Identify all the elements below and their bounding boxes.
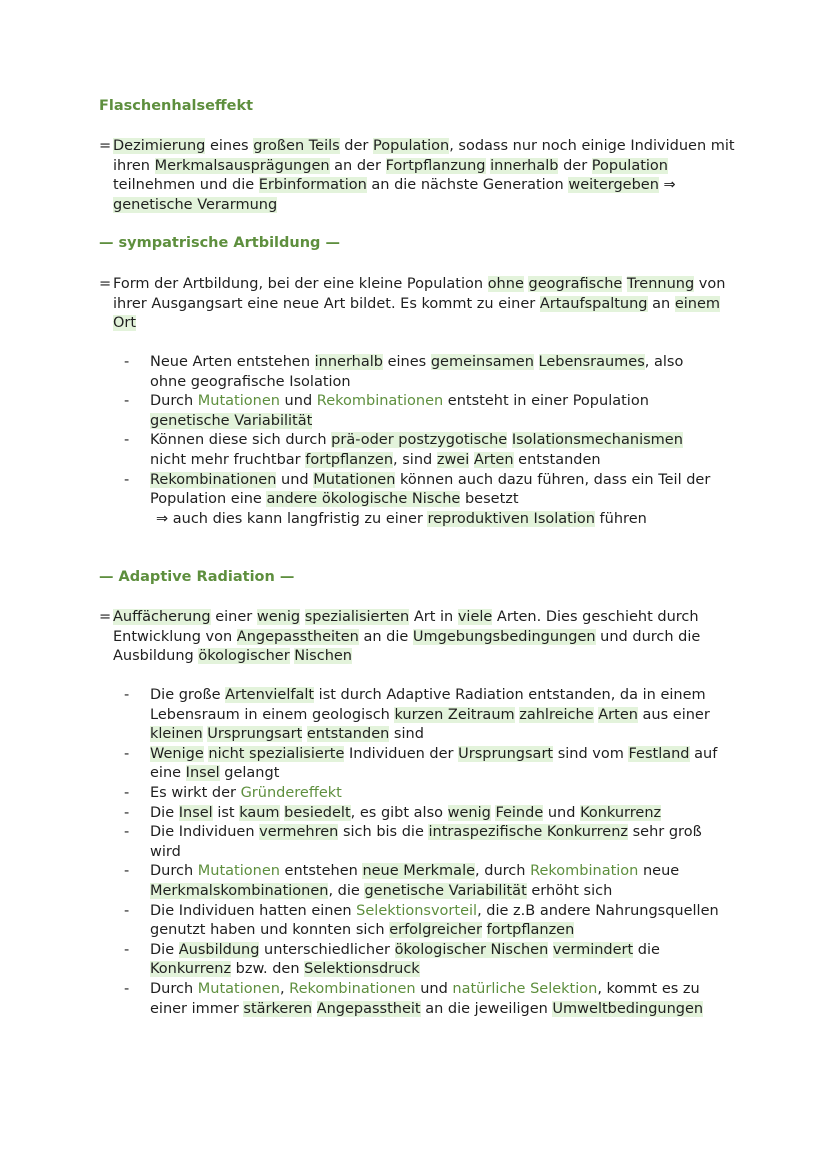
highlighted-term: genetische Variabilität (150, 412, 313, 429)
section-title-flaschenhalseffekt: Flaschenhalseffekt (99, 98, 254, 114)
highlighted-term: Insel (185, 765, 220, 782)
text-run: ist durch Adaptive Radiation entstanden, da in einem Lebensraum in einem geologisch (150, 687, 706, 723)
bullet-dash-icon: - (124, 687, 130, 703)
green-keyword: Mutationen (197, 863, 280, 880)
highlighted-term: innerhalb (314, 354, 383, 370)
text-run: sich bis die (338, 824, 429, 841)
bullet-dash-icon: - (124, 824, 130, 841)
bullet-dash-icon: - (124, 471, 130, 488)
highlighted-term: einem Ort (113, 295, 721, 332)
text-run: sind vom (553, 745, 629, 762)
text-run: ⇒ (658, 177, 676, 194)
highlighted-term: ökologischer Nischen (394, 941, 549, 958)
definition-equals-sign: = (99, 138, 112, 154)
text-run: aus einer (637, 706, 710, 723)
bullet-item (120, 941, 720, 980)
highlighted-term: Nischen (294, 648, 352, 665)
text-run: neue (638, 863, 680, 880)
text-run: , die (328, 882, 365, 899)
definition-text (99, 137, 739, 215)
highlighted-term: besiedelt (284, 804, 351, 821)
bullet-item (120, 686, 720, 745)
definition-text (99, 275, 739, 334)
highlighted-term: nicht spezialisierte (208, 745, 345, 762)
highlighted-term: geografische (528, 276, 623, 292)
highlighted-term: kurzen Zeitraum (394, 706, 515, 723)
text-run: eines (205, 138, 254, 154)
highlighted-term: genetische Variabilität (364, 882, 527, 899)
line-break (150, 510, 720, 530)
text-run: Können diese sich durch (150, 432, 332, 449)
highlighted-term: Ursprungsart (207, 726, 303, 743)
bullet-item (120, 353, 720, 392)
bullet-dash-icon: - (124, 863, 130, 880)
text-run: Art in (409, 609, 458, 625)
highlighted-term: weitergeben (568, 177, 659, 194)
highlighted-term: großen Teils (253, 138, 340, 154)
bullet-text (150, 746, 717, 782)
text-run: sehr groß wird (150, 824, 702, 860)
highlighted-term: Umweltbedingungen (552, 1000, 704, 1017)
text-run: ⇒ auch dies kann langfristig zu einer (156, 510, 428, 527)
text-run: entstehen (279, 863, 363, 880)
text-run: und durch die Ausbildung (113, 628, 701, 665)
bullet-text (150, 981, 703, 1017)
text-run: Die Individuen (150, 824, 260, 841)
bullet-item (120, 392, 720, 431)
text-run (300, 609, 305, 625)
highlighted-term: zahlreiche (519, 706, 594, 723)
bullet-dash-icon: - (124, 393, 130, 410)
text-run: der (558, 157, 592, 174)
definition-adaptive-radiation (99, 608, 739, 667)
bullet-item (120, 431, 720, 470)
text-run: gelangt (219, 765, 280, 782)
highlighted-term: Merkmalsausprägungen (154, 157, 330, 174)
highlighted-term: Trennung (626, 276, 695, 292)
bullet-item (120, 784, 720, 804)
text-run: Die große (150, 687, 226, 703)
highlighted-term: stärkeren (243, 1000, 313, 1017)
highlighted-term: vermindert (552, 941, 634, 958)
definition-sympatrische-artbildung (99, 275, 739, 334)
bullet-item (120, 980, 720, 1019)
text-run: der (339, 138, 374, 154)
text-run: , sind (393, 451, 437, 468)
highlighted-term: Ausbildung (178, 941, 260, 958)
text-run: unterschiedlicher (259, 941, 395, 958)
highlighted-term: wenig (447, 804, 491, 821)
bullet-text (150, 942, 660, 978)
highlighted-term: Auffächerung (113, 609, 211, 625)
highlighted-term: Rekombinationen (150, 471, 277, 488)
bullet-text (150, 432, 683, 468)
bullet-item (120, 471, 720, 530)
text-run: Die (150, 804, 179, 821)
bullet-dash-icon: - (124, 745, 130, 762)
text-run: und (279, 393, 317, 410)
highlighted-term: fortpflanzen (486, 922, 575, 939)
highlighted-term: andere ökologische Nische (266, 491, 461, 508)
text-run: Individuen der (344, 745, 459, 762)
text-run: an die nächste Generation (366, 177, 569, 194)
highlighted-term: prä-oder postzygotische (331, 432, 508, 449)
text-run: führen (594, 510, 647, 527)
green-keyword: natürliche Selektion (452, 980, 598, 997)
text-run: und (543, 804, 581, 821)
text-run: erhöht sich (526, 882, 613, 899)
bullet-text (150, 903, 719, 939)
text-run: an (647, 295, 675, 312)
text-run: bzw. den (231, 961, 305, 978)
highlighted-term: fortpflanzen (305, 451, 394, 468)
text-run: entsteht in einer Population (443, 393, 649, 410)
highlighted-term: spezialisierten (304, 609, 410, 625)
definition-equals-sign: = (99, 609, 112, 625)
text-run (534, 354, 539, 370)
bullet-text (150, 472, 720, 530)
text-run: nicht mehr fruchtbar (150, 451, 306, 468)
highlighted-term: Artaufspaltung (539, 295, 648, 312)
highlighted-term: Arten (473, 451, 514, 468)
green-keyword: Mutationen (197, 393, 280, 410)
bullet-text (150, 824, 702, 860)
highlighted-term: Ursprungsart (458, 745, 554, 762)
text-run: Durch (150, 393, 198, 410)
text-run: an die jeweiligen (420, 1000, 553, 1017)
highlighted-term: zwei (436, 451, 470, 468)
green-keyword: Rekombinationen (316, 393, 444, 410)
bullet-text (150, 863, 679, 899)
highlighted-term: Artenvielfalt (225, 687, 315, 703)
text-run: , (279, 980, 290, 997)
highlighted-term: Feinde (495, 804, 544, 821)
text-run: Durch (150, 863, 198, 880)
text-run: , es gibt also (350, 804, 448, 821)
green-keyword: Selektionsvorteil (356, 902, 478, 919)
bullet-dash-icon: - (124, 354, 130, 370)
bullet-item (120, 862, 720, 901)
highlighted-term: kaum (239, 804, 280, 821)
text-run: Neue Arten entstehen (150, 354, 315, 370)
definition-equals-sign: = (99, 276, 112, 292)
text-run: einer (210, 609, 257, 625)
text-run (312, 1001, 317, 1017)
text-run: auf eine (150, 745, 718, 782)
bullet-dash-icon: - (124, 804, 130, 821)
text-run: und (276, 471, 314, 488)
bullet-text (150, 393, 649, 429)
text-run: die (633, 941, 660, 958)
text-run: , also ohne geografische Isolation (150, 354, 684, 390)
text-run: , kommt es zu einer immer (150, 980, 700, 1017)
highlighted-term: Angepasstheit (316, 1000, 421, 1017)
bullet-text (150, 354, 683, 390)
highlighted-term: genetische Verarmung (113, 196, 278, 213)
section-title-sympatrische-artbildung: — sympatrische Artbildung — (99, 235, 340, 251)
highlighted-term: ökologischer (198, 648, 290, 665)
bullet-dash-icon: - (124, 784, 130, 801)
highlighted-term: entstanden (306, 726, 390, 743)
highlighted-term: innerhalb (490, 157, 559, 174)
text-run (482, 922, 487, 938)
highlighted-term: Population (591, 157, 668, 174)
highlighted-term: reproduktiven Isolation (427, 510, 595, 527)
bullet-item (120, 902, 720, 941)
highlighted-term: neue Merkmale (362, 863, 476, 880)
highlighted-term: Isolationsmechanismen (511, 432, 683, 449)
text-run: besetzt (460, 491, 519, 508)
highlighted-term: gemeinsamen (430, 354, 534, 370)
green-keyword: Gründereffekt (240, 784, 342, 801)
highlighted-term: Wenige (150, 745, 204, 762)
text-run: Die (150, 941, 179, 958)
text-run: eines (383, 354, 431, 370)
highlighted-term: Festland (628, 745, 690, 762)
highlighted-term: Merkmalskombinationen (150, 882, 329, 899)
highlighted-term: Selektionsdruck (304, 961, 420, 978)
text-run: Arten. Dies geschieht durch Entwicklung von (113, 609, 699, 645)
highlighted-term: viele (457, 609, 493, 625)
highlighted-term: Konkurrenz (580, 804, 662, 821)
text-run: an der (329, 157, 386, 174)
text-run: teilnehmen und die (113, 177, 259, 194)
bullet-item (120, 823, 720, 862)
highlighted-term: vermehren (259, 824, 339, 841)
green-keyword: Rekombination (530, 863, 639, 880)
text-run: sind (389, 726, 424, 743)
highlighted-term: erfolgreicher (389, 922, 482, 939)
highlighted-term: Fortpflanzung (385, 157, 486, 174)
definition-flaschenhalseffekt (99, 137, 739, 215)
bullet-list-adaptive-radiation (120, 686, 720, 1019)
bullet-dash-icon: - (124, 980, 130, 997)
text-run: entstanden (513, 451, 601, 468)
text-run: an die (358, 628, 413, 645)
bullet-dash-icon: - (124, 902, 130, 919)
bullet-item (120, 745, 720, 784)
text-run: , die z.B andere Nahrungsquellen genutzt haben und konnten sich (150, 902, 719, 939)
highlighted-term: kleinen (150, 726, 203, 743)
text-run: Form der Artbildung, bei der eine kleine Population (113, 276, 488, 292)
bullet-dash-icon: - (124, 941, 130, 958)
definition-text (99, 608, 739, 667)
bullet-text (150, 785, 342, 801)
highlighted-term: Umgebungsbedingungen (412, 628, 596, 645)
text-run: können auch dazu führen, dass ein Teil der Population eine (150, 471, 711, 508)
highlighted-term: Population (373, 138, 450, 154)
section-title-adaptive-radiation: — Adaptive Radiation — (99, 569, 295, 585)
bullet-dash-icon: - (124, 432, 130, 449)
green-keyword: Mutationen (197, 980, 280, 997)
highlighted-term: Erbinformation (258, 177, 367, 194)
highlighted-term: intraspezifische Konkurrenz (428, 824, 628, 841)
bullet-item (120, 804, 720, 824)
text-run: Durch (150, 980, 198, 997)
bullet-text (150, 687, 710, 742)
text-run: ist (212, 804, 240, 821)
highlighted-term: Konkurrenz (150, 961, 232, 978)
highlighted-term: wenig (256, 609, 301, 625)
text-run: von ihrer Ausgangsart eine neue Art bildet. Es kommt zu einer (113, 276, 726, 312)
highlighted-term: Dezimierung (113, 138, 206, 154)
bullet-list-sympatrische-artbildung (120, 353, 720, 529)
text-run: , durch (475, 863, 531, 880)
bullet-text (150, 805, 661, 821)
green-keyword: Rekombinationen (289, 980, 416, 997)
text-run: , sodass nur noch einige Individuen mit ihren (113, 138, 735, 174)
highlighted-term: Arten (598, 706, 638, 723)
text-run: Die Individuen hatten einen (150, 902, 357, 919)
highlighted-term: Lebensraumes (538, 354, 645, 370)
text-run: Es wirkt der (150, 784, 241, 801)
highlighted-term: Angepasstheiten (236, 628, 359, 645)
highlighted-term: ohne (487, 276, 524, 292)
highlighted-term: Insel (178, 804, 213, 821)
highlighted-term: Mutationen (313, 471, 396, 488)
text-run: und (415, 980, 453, 997)
